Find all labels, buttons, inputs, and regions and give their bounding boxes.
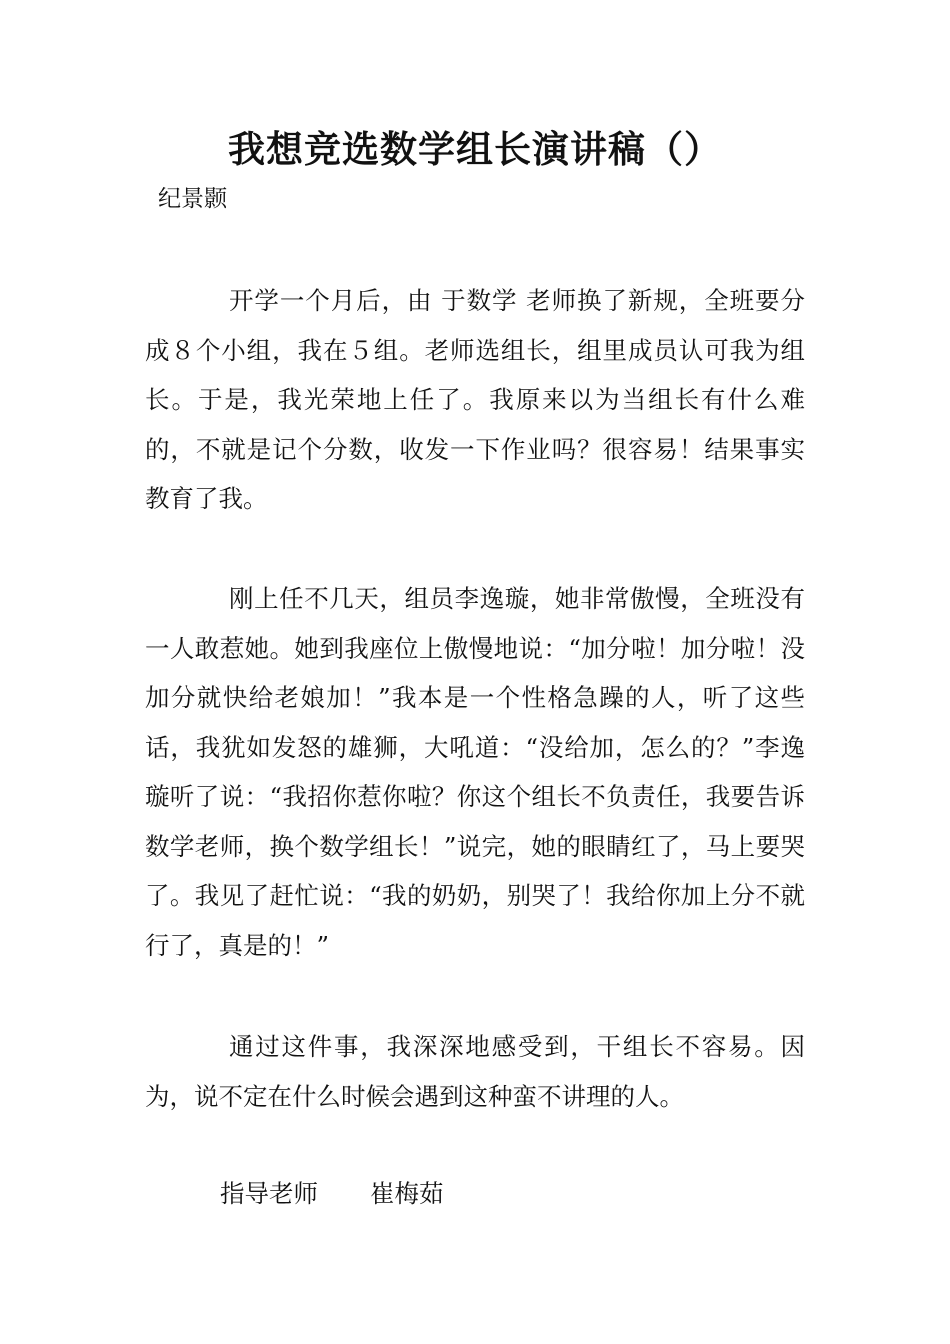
paragraph-2: 刚上任不几天，组员李逸璇，她非常傲慢，全班没有一人敢惹她。她到我座位上傲慢地说：“加分啦！加分啦！没加分就快给老娘加！”我本是一个性格急躁的人，听了这些话，我犹如发怒的雄狮，大吼道：“没给加，怎么的？”李逸璇听了说：“我招你惹你啦？你这个组长不负责任，我要告诉数学老师，换个数学组长！”说完，她的眼睛红了，马上要哭了。我见了赶忙说：“我的奶奶，别哭了！我给你加上分不就行了，真是的！” bbox=[145, 584, 805, 960]
author-name: 纪景颢 bbox=[158, 186, 227, 212]
signature-label: 指导老师 bbox=[220, 1179, 318, 1208]
document-title: 我想竞选数学组长演讲稿（） bbox=[228, 128, 722, 171]
paragraph-1: 开学一个月后，由 于数学 老师换了新规，全班要分成８个小组，我在５组。老师选组长，组里成员认可我为组长。于是，我光荣地上任了。我原来以为当组长有什么难的，不就是记个分数，收发一下作业吗？很容易！结果事实教育了我。 bbox=[145, 286, 805, 513]
signature-line bbox=[220, 1174, 444, 1214]
signature-name: 崔梅茹 bbox=[370, 1179, 444, 1208]
paragraph-3: 通过这件事，我深深地感受到，干组长不容易。因为，说不定在什么时候会遇到这种蛮不讲理的人。 bbox=[145, 1032, 805, 1111]
